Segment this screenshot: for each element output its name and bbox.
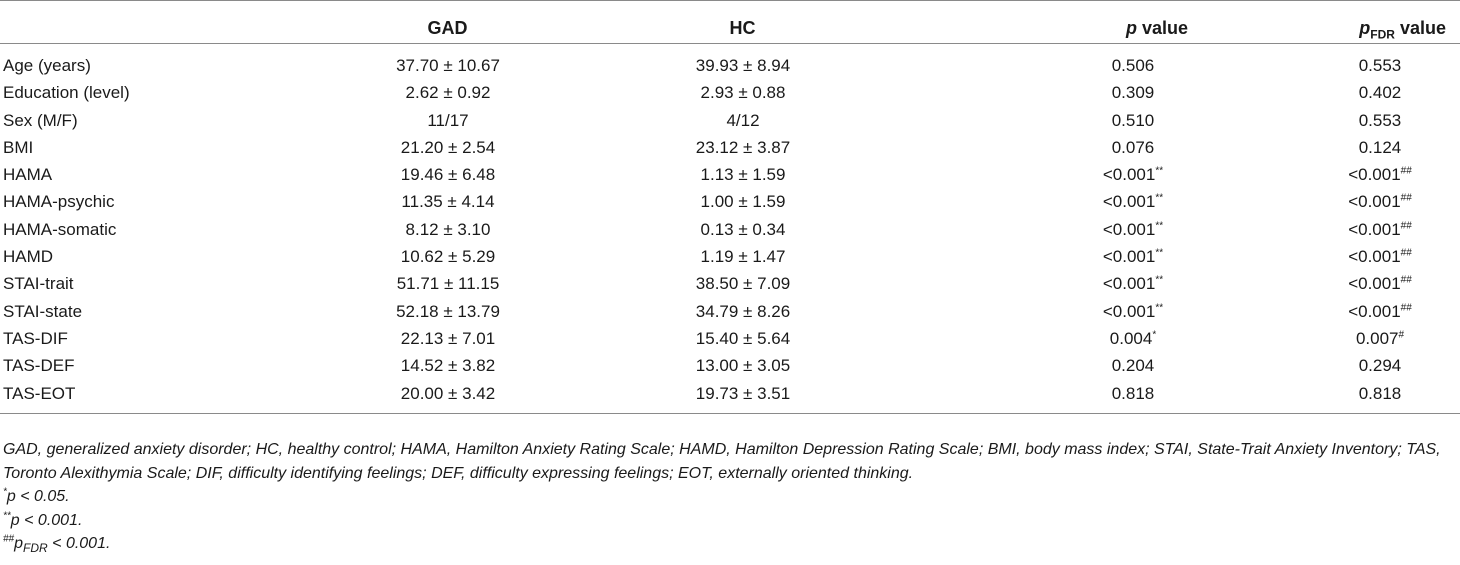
table-row xyxy=(0,107,1460,134)
table-row xyxy=(0,380,1460,414)
cell-hc xyxy=(592,79,894,106)
cell-pfdr-value xyxy=(1260,380,1460,414)
row-label-text: TAS-EOT xyxy=(3,383,76,403)
cell-gad-text: 21.20 ± 2.54 xyxy=(400,137,496,157)
cell-p-value xyxy=(894,161,1260,188)
cell-pfdr-value-significance-mark: ## xyxy=(1400,274,1412,286)
cell-pfdr-value-text: 0.124 xyxy=(1358,137,1402,157)
cell-hc-text: 34.79 ± 8.26 xyxy=(695,301,791,321)
footnote-pfdr-text: < 0.001. xyxy=(47,535,111,552)
cell-pfdr-value-text: <0.001 xyxy=(1348,192,1401,212)
cell-gad xyxy=(290,134,592,161)
cell-gad-text: 11.35 ± 4.14 xyxy=(401,192,495,212)
footnote-p0001 xyxy=(3,509,1453,533)
cell-hc xyxy=(592,216,894,243)
cell-p-value-text: <0.001 xyxy=(1102,274,1156,294)
row-label xyxy=(0,216,290,243)
cell-gad xyxy=(290,243,592,270)
row-label-text: TAS-DIF xyxy=(3,328,68,348)
cell-pfdr-value-significance-mark: ## xyxy=(1400,220,1412,232)
table-row xyxy=(0,325,1460,352)
row-label xyxy=(0,79,290,106)
cell-gad xyxy=(290,352,592,379)
cell-p-value-text: <0.001 xyxy=(1102,165,1156,185)
row-label-text: Sex (M/F) xyxy=(3,110,78,130)
cell-p-value-text: <0.001 xyxy=(1102,219,1156,239)
table-body xyxy=(0,44,1460,414)
cell-hc-text: 4/12 xyxy=(726,110,760,130)
cell-pfdr-value-text: <0.001 xyxy=(1348,165,1401,185)
table-header xyxy=(0,1,1460,44)
cell-gad xyxy=(290,380,592,414)
cell-p-value xyxy=(894,270,1260,297)
cell-gad-text: 11/17 xyxy=(427,110,469,130)
footnote-p005-text: p < 0.05. xyxy=(6,488,70,505)
row-label-text: HAMA-psychic xyxy=(3,192,115,212)
cell-pfdr-value-significance-mark: ## xyxy=(1400,247,1412,259)
table-footnotes xyxy=(3,438,1453,556)
row-label xyxy=(0,161,290,188)
cell-pfdr-value-text: <0.001 xyxy=(1348,301,1401,321)
cell-hc-text: 15.40 ± 5.64 xyxy=(695,328,791,348)
cell-p-value-text: 0.204 xyxy=(1111,356,1155,376)
table-row xyxy=(0,270,1460,297)
cell-hc-text: 0.13 ± 0.34 xyxy=(700,219,786,239)
cell-p-value-text: 0.510 xyxy=(1111,110,1155,130)
header-p-rest: value xyxy=(1136,18,1188,38)
cell-p-value-significance-mark: ** xyxy=(1155,247,1164,259)
cell-pfdr-value xyxy=(1260,270,1460,297)
cell-p-value xyxy=(894,380,1260,414)
header-row xyxy=(0,1,1460,44)
cell-pfdr-value-text: 0.553 xyxy=(1358,110,1402,130)
cell-p-value-text: <0.001 xyxy=(1102,247,1156,267)
row-label xyxy=(0,380,290,414)
table-row xyxy=(0,298,1460,325)
row-label xyxy=(0,298,290,325)
cell-p-value xyxy=(894,243,1260,270)
cell-pfdr-value-significance-mark: ## xyxy=(1400,192,1412,204)
cell-gad-text: 20.00 ± 3.42 xyxy=(400,383,496,403)
header-gad: GAD xyxy=(290,1,592,44)
table-row xyxy=(0,79,1460,106)
cell-p-value-significance-mark: ** xyxy=(1155,165,1164,177)
footnote-pfdr-p: p xyxy=(14,535,24,552)
cell-gad xyxy=(290,298,592,325)
row-label xyxy=(0,188,290,215)
table-row xyxy=(0,161,1460,188)
cell-p-value xyxy=(894,79,1260,106)
cell-hc xyxy=(592,44,894,80)
cell-gad-text: 22.13 ± 7.01 xyxy=(400,328,496,348)
table-row xyxy=(0,243,1460,270)
cell-gad-text: 8.12 ± 3.10 xyxy=(405,219,491,239)
cell-hc xyxy=(592,298,894,325)
cell-gad xyxy=(290,107,592,134)
cell-p-value xyxy=(894,216,1260,243)
cell-hc-text: 2.93 ± 0.88 xyxy=(700,83,786,103)
cell-p-value-text: 0.004 xyxy=(1109,328,1153,348)
footnote-abbreviations: GAD, generalized anxiety disorder; HC, healthy control; HAMA, Hamilton Anxiety Rating Scale; HAMD, Hamilton Depression Rating Scale; BMI, body mass index; STAI, State-Trait Anxiety Inventory; TAS, Toronto Alexithymia Scale; DIF, difficulty identifying feelings; DEF, difficulty expressing feelings; EOT, externally oriented thinking. xyxy=(3,441,1441,482)
footnote-p005-mark: * xyxy=(3,486,7,498)
cell-hc xyxy=(592,243,894,270)
cell-p-value xyxy=(894,325,1260,352)
cell-hc-text: 23.12 ± 3.87 xyxy=(695,137,791,157)
cell-gad-text: 19.46 ± 6.48 xyxy=(400,165,496,185)
cell-p-value-text: <0.001 xyxy=(1102,192,1156,212)
header-pfdr-rest: value xyxy=(1394,18,1446,38)
cell-pfdr-value-significance-mark: ## xyxy=(1400,302,1412,314)
footnote-p0001-text: p < 0.001. xyxy=(10,511,83,529)
cell-pfdr-value xyxy=(1260,107,1460,134)
cell-p-value-significance-mark: ** xyxy=(1155,192,1164,204)
cell-p-value-significance-mark: ** xyxy=(1155,274,1164,286)
table-row xyxy=(0,188,1460,215)
cell-p-value-text: 0.076 xyxy=(1111,137,1155,157)
cell-pfdr-value-significance-mark: # xyxy=(1398,329,1405,341)
row-label-text: HAMD xyxy=(3,247,54,267)
cell-pfdr-value xyxy=(1260,134,1460,161)
header-pfdr-sub: FDR xyxy=(1370,27,1395,42)
cell-p-value-significance-mark: * xyxy=(1152,329,1157,341)
cell-hc xyxy=(592,188,894,215)
footnote-pfdr-mark: ## xyxy=(3,533,15,545)
header-pfdr-value xyxy=(1260,1,1460,44)
cell-pfdr-value-text: 0.553 xyxy=(1358,56,1402,75)
cell-gad-text: 52.18 ± 13.79 xyxy=(396,301,500,321)
cell-pfdr-value xyxy=(1260,298,1460,325)
cell-p-value xyxy=(894,352,1260,379)
row-label xyxy=(0,134,290,161)
cell-pfdr-value xyxy=(1260,216,1460,243)
header-hc: HC xyxy=(592,1,894,44)
table-row xyxy=(0,352,1460,379)
cell-hc xyxy=(592,107,894,134)
header-pfdr-italic: p xyxy=(1359,18,1371,38)
table-row xyxy=(0,134,1460,161)
cell-pfdr-value xyxy=(1260,243,1460,270)
row-label-text: STAI-trait xyxy=(3,274,74,294)
table-row xyxy=(0,216,1460,243)
footnote-p005 xyxy=(3,485,1453,509)
row-label-text: STAI-state xyxy=(3,301,83,321)
cell-hc-text: 1.13 ± 1.59 xyxy=(700,165,786,185)
row-label-text: HAMA xyxy=(3,165,53,185)
cell-p-value xyxy=(894,134,1260,161)
header-blank xyxy=(0,1,290,44)
footnote-p0001-mark: ** xyxy=(3,510,11,522)
cell-gad xyxy=(290,44,592,80)
cell-p-value-text: <0.001 xyxy=(1102,301,1156,321)
row-label xyxy=(0,243,290,270)
cell-pfdr-value xyxy=(1260,325,1460,352)
cell-hc-text: 1.00 ± 1.59 xyxy=(700,192,786,212)
cell-hc-text: 1.19 ± 1.47 xyxy=(700,247,786,267)
row-label xyxy=(0,352,290,379)
footnote-pfdr-sub: FDR xyxy=(23,541,48,556)
row-label xyxy=(0,270,290,297)
cell-p-value-text: 0.309 xyxy=(1111,83,1155,103)
cell-p-value-text: 0.818 xyxy=(1111,383,1155,403)
cell-gad xyxy=(290,270,592,297)
cell-pfdr-value-text: <0.001 xyxy=(1348,247,1401,267)
cell-hc xyxy=(592,134,894,161)
row-label xyxy=(0,325,290,352)
cell-p-value xyxy=(894,44,1260,80)
cell-gad-text: 2.62 ± 0.92 xyxy=(405,83,491,103)
row-label xyxy=(0,107,290,134)
cell-hc xyxy=(592,352,894,379)
cell-pfdr-value-text: <0.001 xyxy=(1348,219,1401,239)
cell-p-value xyxy=(894,107,1260,134)
cell-gad xyxy=(290,188,592,215)
cell-pfdr-value xyxy=(1260,188,1460,215)
cell-pfdr-value-text: 0.402 xyxy=(1358,83,1402,103)
cell-gad xyxy=(290,325,592,352)
header-p-value xyxy=(894,1,1260,44)
cell-hc-text: 38.50 ± 7.09 xyxy=(695,274,791,294)
cell-pfdr-value-text: <0.001 xyxy=(1348,274,1401,294)
cell-pfdr-value-text: 0.294 xyxy=(1358,356,1402,376)
cell-gad-text: 14.52 ± 3.82 xyxy=(400,356,496,376)
footnote-pfdr xyxy=(3,532,1453,556)
cell-p-value-text: 0.506 xyxy=(1111,56,1155,75)
cell-gad xyxy=(290,161,592,188)
cell-hc xyxy=(592,161,894,188)
cell-hc xyxy=(592,380,894,414)
cell-p-value-significance-mark: ** xyxy=(1155,220,1164,232)
cell-hc xyxy=(592,270,894,297)
row-label xyxy=(0,44,290,80)
cell-gad xyxy=(290,216,592,243)
cell-pfdr-value xyxy=(1260,44,1460,80)
row-label-text: TAS-DEF xyxy=(3,356,75,376)
cell-p-value-significance-mark: ** xyxy=(1155,302,1164,314)
cell-hc xyxy=(592,325,894,352)
cell-gad xyxy=(290,79,592,106)
cell-hc-text: 19.73 ± 3.51 xyxy=(695,383,791,403)
row-label-text: Education (level) xyxy=(3,83,130,103)
cell-hc-text: 13.00 ± 3.05 xyxy=(695,356,791,376)
cell-gad-text: 37.70 ± 10.67 xyxy=(396,56,500,75)
header-p-italic: p xyxy=(1125,18,1137,38)
cell-pfdr-value-text: 0.007 xyxy=(1355,328,1399,348)
cell-pfdr-value xyxy=(1260,352,1460,379)
cell-p-value xyxy=(894,188,1260,215)
cell-hc-text: 39.93 ± 8.94 xyxy=(695,56,791,75)
cell-gad-text: 10.62 ± 5.29 xyxy=(400,247,496,267)
table-row xyxy=(0,44,1460,80)
row-label-text: BMI xyxy=(3,137,34,157)
cell-gad-text: 51.71 ± 11.15 xyxy=(396,274,500,294)
cell-p-value xyxy=(894,298,1260,325)
row-label-text: Age (years) xyxy=(3,56,91,75)
row-label-text: HAMA-somatic xyxy=(3,219,117,239)
cell-pfdr-value-text: 0.818 xyxy=(1358,383,1402,403)
cell-pfdr-value-significance-mark: ## xyxy=(1400,165,1412,177)
cell-pfdr-value xyxy=(1260,161,1460,188)
cell-pfdr-value xyxy=(1260,79,1460,106)
